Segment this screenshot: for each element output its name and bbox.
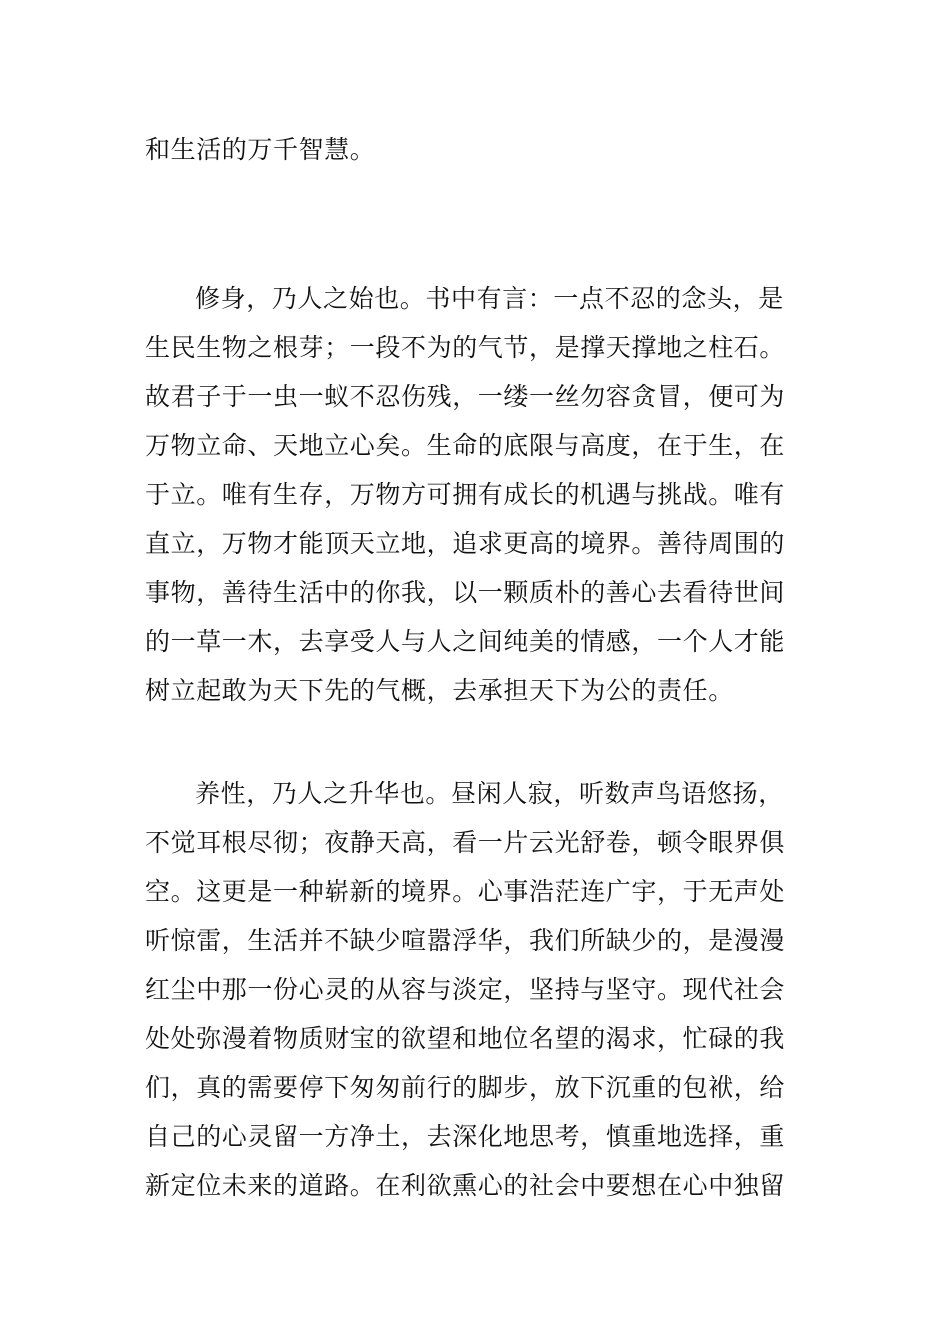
paragraph-2-line-7: 自己的心灵留一方净土，去深化地思考，慎重地选择，重 [145, 1122, 786, 1151]
paragraph-1-line-7: 的一草一木，去享受人与人之间纯美的情感，一个人才能 [145, 627, 786, 656]
paragraph-2-line-4: 红尘中那一份心灵的从容与淡定，坚持与坚守。现代社会 [145, 975, 786, 1004]
paragraph-2-line-6: 们，真的需要停下匆匆前行的脚步，放下沉重的包袱，给 [145, 1073, 786, 1102]
paragraph-1-line-6: 事物，善待生活中的你我，以一颗质朴的善心去看待世间 [145, 578, 786, 607]
paragraph-2-line-8: 新定位未来的道路。在利欲熏心的社会中要想在心中独留 [145, 1171, 786, 1200]
paragraph-2-line-1: 不觉耳根尽彻；夜静天高，看一片云光舒卷，顿令眼界俱 [145, 828, 786, 857]
paragraph-1-line-5: 直立，万物才能顶天立地，追求更高的境界。善待周围的 [145, 529, 786, 558]
paragraph-2-line-0: 养性，乃人之升华也。昼闲人寂，听数声鸟语悠扬， [195, 779, 784, 808]
paragraph-1-line-3: 万物立命、天地立心矣。生命的底限与高度，在于生，在 [145, 431, 786, 460]
paragraph-1-line-4: 于立。唯有生存，万物方可拥有成长的机遇与挑战。唯有 [145, 480, 786, 509]
paragraph-1-line-8: 树立起敢为天下先的气概，去承担天下为公的责任。 [145, 676, 734, 705]
paragraph-1-line-0: 修身，乃人之始也。书中有言：一点不忍的念头，是 [195, 284, 784, 313]
paragraph-2-line-2: 空。这更是一种崭新的境界。心事浩茫连广宇，于无声处 [145, 877, 786, 906]
paragraph-2-line-3: 听惊雷，生活并不缺少喧嚣浮华，我们所缺少的，是漫漫 [145, 926, 786, 955]
paragraph-1-line-1: 生民生物之根芽；一段不为的气节，是撑天撑地之柱石。 [145, 333, 786, 362]
paragraph-0-line-0: 和生活的万千智慧。 [145, 135, 376, 164]
paragraph-2-line-5: 处处弥漫着物质财宝的欲望和地位名望的渴求，忙碌的我 [145, 1024, 786, 1053]
paragraph-1-line-2: 故君子于一虫一蚁不忍伤残，一缕一丝勿容贪冒，便可为 [145, 382, 786, 411]
